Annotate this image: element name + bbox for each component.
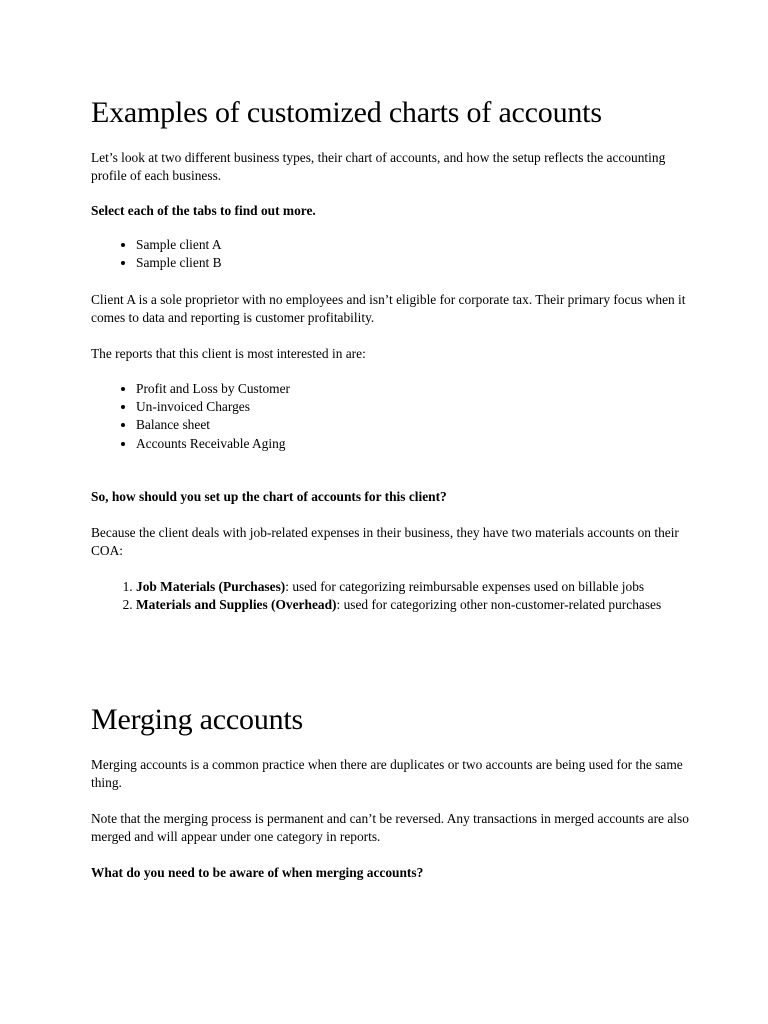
tabs-list — [91, 236, 736, 272]
materials-list — [91, 578, 736, 614]
material-name: Materials and Supplies (Overhead) — [136, 597, 337, 612]
merging-question: What do you need to be aware of when merging accounts? — [91, 865, 424, 880]
material-name: Job Materials (Purchases) — [136, 579, 286, 594]
section-title-merging: Merging accounts — [91, 703, 304, 736]
setup-question: So, how should you set up the chart of accounts for this client? — [91, 489, 447, 504]
select-prompt: Select each of the tabs to find out more. — [91, 203, 316, 218]
materials-intro: Because the client deals with job-related expenses in their business, they have two materials accounts on their COA: — [91, 525, 679, 558]
client-a-description: Client A is a sole proprietor with no employees and isn’t eligible for corporate tax. Their primary focus when it comes to data and reporting is customer profitability. — [91, 292, 686, 325]
intro-paragraph: Let’s look at two different business types, their chart of accounts, and how the setup reflects the accounting profile of each business. — [91, 150, 666, 183]
material-desc: : used for categorizing reimbursable expenses used on billable jobs — [285, 579, 645, 594]
list-item: • Un-invoiced Charges — [136, 398, 736, 416]
list-item: • Profit and Loss by Customer — [136, 380, 736, 398]
merging-paragraph-1: Merging accounts is a common practice when there are duplicates or two accounts are being used for the same thing. — [91, 757, 683, 790]
reports-intro: The reports that this client is most interested in are: — [91, 346, 366, 361]
list-item — [136, 578, 736, 596]
tab-sample-client-b[interactable]: • Sample client B — [136, 254, 736, 272]
list-item — [136, 596, 736, 614]
merging-paragraph-2: Note that the merging process is permanent and can’t be reversed. Any transactions in merged accounts are also merged and will appear under one category in reports. — [91, 811, 689, 844]
list-item: • Accounts Receivable Aging — [136, 435, 736, 453]
reports-list — [91, 380, 736, 453]
material-desc: : used for categorizing other non-customer-related purchases — [336, 597, 662, 612]
list-item: • Balance sheet — [136, 416, 736, 434]
section-title-charts: Examples of customized charts of accounts — [91, 96, 602, 129]
tab-sample-client-a[interactable]: • Sample client A — [136, 236, 736, 254]
